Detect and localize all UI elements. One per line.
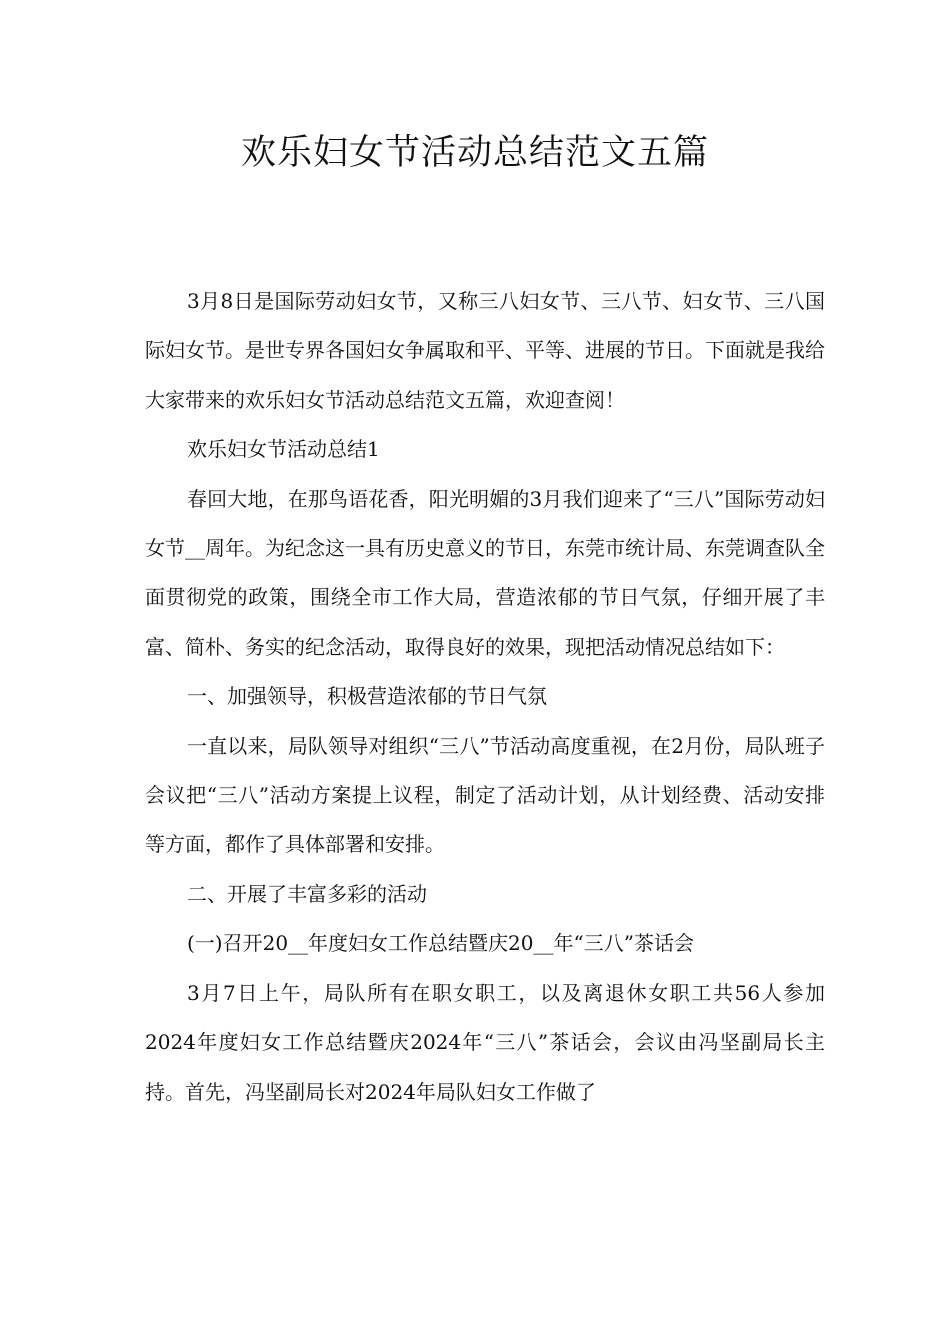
body-paragraph: 3月7日上午，局队所有在职女职工，以及离退休女职工共56人参加2024年度妇女工作总结暨庆2024年“三八”茶话会，会议由冯坚副局长主持。首先，冯坚副局长对2024年局队妇女工作做了	[145, 980, 825, 1104]
section-heading-summary-1: 欢乐妇女节活动总结1	[187, 437, 380, 462]
document-title: 欢乐妇女节活动总结范文五篇	[240, 133, 709, 173]
sub-heading: (一)召开20__年度妇女工作总结暨庆20__年“三八”茶话会	[187, 931, 694, 956]
body-paragraph: 一直以来，局队领导对组织“三八”节活动高度重视，在2月份，局队班子会议把“三八”活动方案提上议程，制定了活动计划，从计划经费、活动安排等方面，都作了具体部署和安排。	[145, 733, 825, 857]
document-body	[145, 277, 825, 1117]
body-paragraph: 春回大地，在那鸟语花香，阳光明媚的3月我们迎来了“三八”国际劳动妇女节__周年。为纪念这一具有历史意义的节日，东莞市统计局、东莞调查队全面贯彻党的政策，围绕全市工作大局，营造浓郁的节日气氛，仔细开展了丰富、简朴、务实的纪念活动，取得良好的效果，现把活动情况总结如下：	[145, 486, 825, 659]
intro-paragraph: 3月8日是国际劳动妇女节，又称三八妇女节、三八节、妇女节、三八国际妇女节。是世专界各国妇女争属取和平、平等、进展的节日。下面就是我给大家带来的欢乐妇女节活动总结范文五篇，欢迎查阅！	[145, 289, 825, 412]
section-heading: 一、加强领导，积极营造浓郁的节日气氛	[187, 684, 547, 709]
section-heading: 二、开展了丰富多彩的活动	[187, 881, 427, 906]
